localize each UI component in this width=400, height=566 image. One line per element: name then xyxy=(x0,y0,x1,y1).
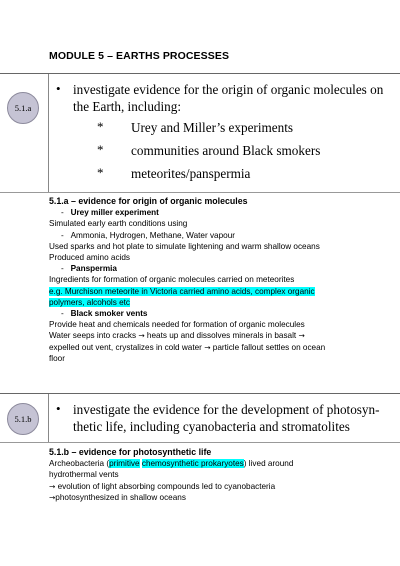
note-text: photosynthesized in shallow oceans xyxy=(55,492,186,502)
note-text: evolution of light absorbing compounds led to cyanobacteria xyxy=(57,481,276,491)
box-divider xyxy=(48,74,49,192)
objective-item: Urey and Miller’s experiments xyxy=(131,120,293,135)
subheading-label: Panspermia xyxy=(70,264,117,274)
objective-text-line: investigate evidence for the origin of organic molecules on xyxy=(73,82,384,97)
note-line xyxy=(49,492,293,503)
arrow-right-icon: → xyxy=(204,342,211,352)
objective-bullet: • xyxy=(56,401,61,416)
subheading-label: Black smoker vents xyxy=(70,309,148,319)
page-title: MODULE 5 – EARTHS PROCESSES xyxy=(49,50,230,62)
note-text: Archeobacteria ( xyxy=(49,459,110,469)
arrow-right-icon: → xyxy=(49,481,56,491)
note-line xyxy=(49,458,293,469)
arrow-right-icon: → xyxy=(298,331,305,341)
highlighted-text: chemosynthetic prokaryotes xyxy=(141,459,244,469)
note-line xyxy=(49,330,349,341)
section-heading: 5.1.a – evidence for origin of organic molecules xyxy=(49,196,248,206)
note-line: Produced amino acids xyxy=(49,253,131,263)
objective-badge: 5.1.b xyxy=(7,403,39,435)
section-heading: 5.1.b – evidence for photosynthetic life xyxy=(49,447,212,457)
note-line-highlighted xyxy=(49,286,349,308)
objective-item: communities around Black smokers xyxy=(131,143,321,158)
note-line: Ingredients for formation of organic molecules carried on meteorites xyxy=(49,275,295,285)
objective-bullet: • xyxy=(56,81,61,96)
objective-item: meteorites/panspermia xyxy=(131,166,251,181)
objective-box-5-1-a xyxy=(0,73,400,193)
note-line: Used sparks and hot plate to simulate lightening and warm shallow oceans xyxy=(49,241,320,251)
note-text: heats up and dissolves minerals in basalt xyxy=(146,331,297,341)
subheading-black-smoker xyxy=(49,308,349,319)
sub-bullet: * xyxy=(97,119,104,134)
note-text: Ammonia, Hydrogen, Methane, Water vapour xyxy=(70,230,235,240)
notes-5-1-b xyxy=(49,447,293,503)
sub-bullet: * xyxy=(97,165,104,180)
notes-5-1-a xyxy=(49,196,349,364)
subheading-label: Urey miller experiment xyxy=(70,208,159,218)
dash: - xyxy=(61,264,64,274)
note-text: ) lived around xyxy=(243,459,294,469)
objective-badge: 5.1.a xyxy=(7,92,39,124)
note-line: floor xyxy=(49,353,65,363)
dash: - xyxy=(61,309,64,319)
objective-text xyxy=(73,82,383,115)
objective-text-line: the Earth, including: xyxy=(73,98,182,114)
note-line: Simulated early earth conditions using xyxy=(49,219,188,229)
dash: - xyxy=(61,208,64,218)
note-line xyxy=(49,230,349,241)
note-line: Provide heat and chemicals needed for formation of organic molecules xyxy=(49,320,305,330)
note-line xyxy=(49,481,293,492)
subheading-urey-miller xyxy=(49,207,349,218)
highlighted-text: primitive xyxy=(109,459,140,469)
note-line xyxy=(49,342,349,353)
objective-text-line: investigate the evidence for the development of photosyn- xyxy=(73,402,380,417)
box-divider xyxy=(48,394,49,442)
note-text: particle fallout settles on ocean xyxy=(212,342,326,352)
note-text: Water seeps into cracks xyxy=(49,331,137,341)
dash: - xyxy=(61,230,64,240)
note-line: hydrothermal vents xyxy=(49,470,119,480)
sub-bullet: * xyxy=(97,142,104,157)
objective-box-5-1-b xyxy=(0,393,400,443)
highlighted-text: e.g. Murchison meteorite in Victoria carried amino acids, complex organic polymers, alcohols etc xyxy=(49,286,315,307)
objective-text xyxy=(73,402,380,435)
arrow-right-icon: → xyxy=(49,492,56,502)
note-text: expelled out vent, crystalizes in cold water xyxy=(49,342,202,352)
arrow-right-icon: → xyxy=(138,331,145,341)
objective-text-line: thetic life, including cyanobacteria and stromatolites xyxy=(73,418,350,434)
subheading-panspermia xyxy=(49,263,349,274)
